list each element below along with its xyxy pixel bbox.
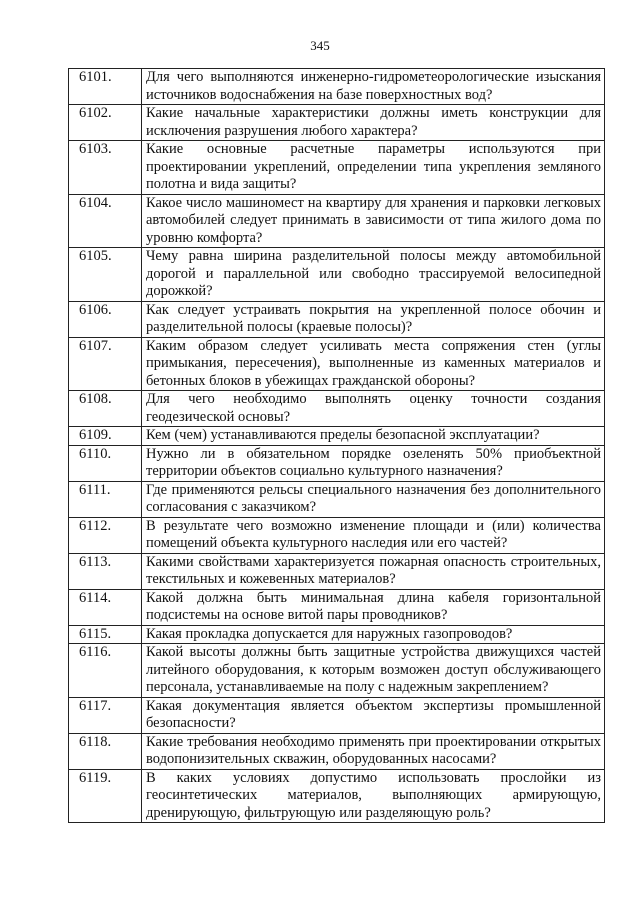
question-row xyxy=(69,301,605,337)
question-row xyxy=(69,517,605,553)
question-row xyxy=(69,589,605,625)
question-row xyxy=(69,625,605,644)
question-number: 6110. xyxy=(69,445,142,481)
question-row xyxy=(69,69,605,105)
question-text: Какие требования необходимо применять при проектировании открытых водопонизительных скважин, оборудованных насосами? xyxy=(142,733,605,769)
question-text: Для чего выполняются инженерно-гидрометеорологические изыскания источников водоснабжения на базе поверхностных вод? xyxy=(142,69,605,105)
question-text: Кем (чем) устанавливаются пределы безопасной эксплуатации? xyxy=(142,427,605,446)
question-text: Для чего необходимо выполнять оценку точности создания геодезической основы? xyxy=(142,391,605,427)
question-text: Чему равна ширина разделительной полосы между автомобильной дорогой и параллельной или свободно трассируемой велосипедной дорожкой? xyxy=(142,248,605,302)
question-number: 6118. xyxy=(69,733,142,769)
question-row xyxy=(69,733,605,769)
page-number: 345 xyxy=(310,38,330,53)
question-text: Нужно ли в обязательном порядке озеленять 50% приобъектной территории объектов социально культурного назначения? xyxy=(142,445,605,481)
question-text: Какие начальные характеристики должны иметь конструкции для исключения разрушения любого характера? xyxy=(142,105,605,141)
question-text: Какой высоты должны быть защитные устройства движущихся частей литейного оборудования, к которым возможен доступ обслуживающего персонала, устанавливаемые на полу с надежным закреплением? xyxy=(142,644,605,698)
questions-table xyxy=(68,68,605,823)
question-row xyxy=(69,337,605,391)
question-number: 6102. xyxy=(69,105,142,141)
question-number: 6113. xyxy=(69,553,142,589)
question-number: 6115. xyxy=(69,625,142,644)
question-number: 6105. xyxy=(69,248,142,302)
question-number: 6119. xyxy=(69,769,142,823)
question-text: Где применяются рельсы специального назначения без дополнительного согласования с заказчиком? xyxy=(142,481,605,517)
question-text: Как следует устраивать покрытия на укрепленной полосе обочин и разделительной полосы (краевые полосы)? xyxy=(142,301,605,337)
question-row xyxy=(69,427,605,446)
question-text: Какими свойствами характеризуется пожарная опасность строительных, текстильных и кожевенных материалов? xyxy=(142,553,605,589)
question-row xyxy=(69,481,605,517)
question-row xyxy=(69,391,605,427)
questions-table-body xyxy=(69,69,605,823)
question-number: 6109. xyxy=(69,427,142,446)
question-text: Какая документация является объектом экспертизы промышленной безопасности? xyxy=(142,697,605,733)
question-text: В каких условиях допустимо использовать прослойки из геосинтетических материалов, выполняющих армирующую, дренирующую, фильтрующую или разделяющую роль? xyxy=(142,769,605,823)
question-row xyxy=(69,445,605,481)
question-text: Какое число машиномест на квартиру для хранения и парковки легковых автомобилей следует принимать в зависимости от типа жилого дома по уровню комфорта? xyxy=(142,194,605,248)
question-number: 6101. xyxy=(69,69,142,105)
question-number: 6112. xyxy=(69,517,142,553)
question-text: Какая прокладка допускается для наружных газопроводов? xyxy=(142,625,605,644)
question-row xyxy=(69,248,605,302)
question-row xyxy=(69,697,605,733)
question-text: Каким образом следует усиливать места сопряжения стен (углы примыкания, пересечения), выполненные из каменных материалов и бетонных блоков в убежищах гражданской обороны? xyxy=(142,337,605,391)
question-row xyxy=(69,553,605,589)
question-number: 6103. xyxy=(69,141,142,195)
question-number: 6108. xyxy=(69,391,142,427)
question-text: Какой должна быть минимальная длина кабеля горизонтальной подсистемы на основе витой пары проводников? xyxy=(142,589,605,625)
question-row xyxy=(69,141,605,195)
question-row xyxy=(69,769,605,823)
question-number: 6116. xyxy=(69,644,142,698)
question-number: 6117. xyxy=(69,697,142,733)
question-row xyxy=(69,105,605,141)
question-number: 6114. xyxy=(69,589,142,625)
question-number: 6104. xyxy=(69,194,142,248)
question-row xyxy=(69,194,605,248)
question-number: 6106. xyxy=(69,301,142,337)
question-text: Какие основные расчетные параметры используются при проектировании укреплений, определении типа укрепления земляного полотна и вида защиты? xyxy=(142,141,605,195)
question-number: 6111. xyxy=(69,481,142,517)
question-text: В результате чего возможно изменение площади и (или) количества помещений объекта культурного наследия или его частей? xyxy=(142,517,605,553)
question-number: 6107. xyxy=(69,337,142,391)
question-row xyxy=(69,644,605,698)
